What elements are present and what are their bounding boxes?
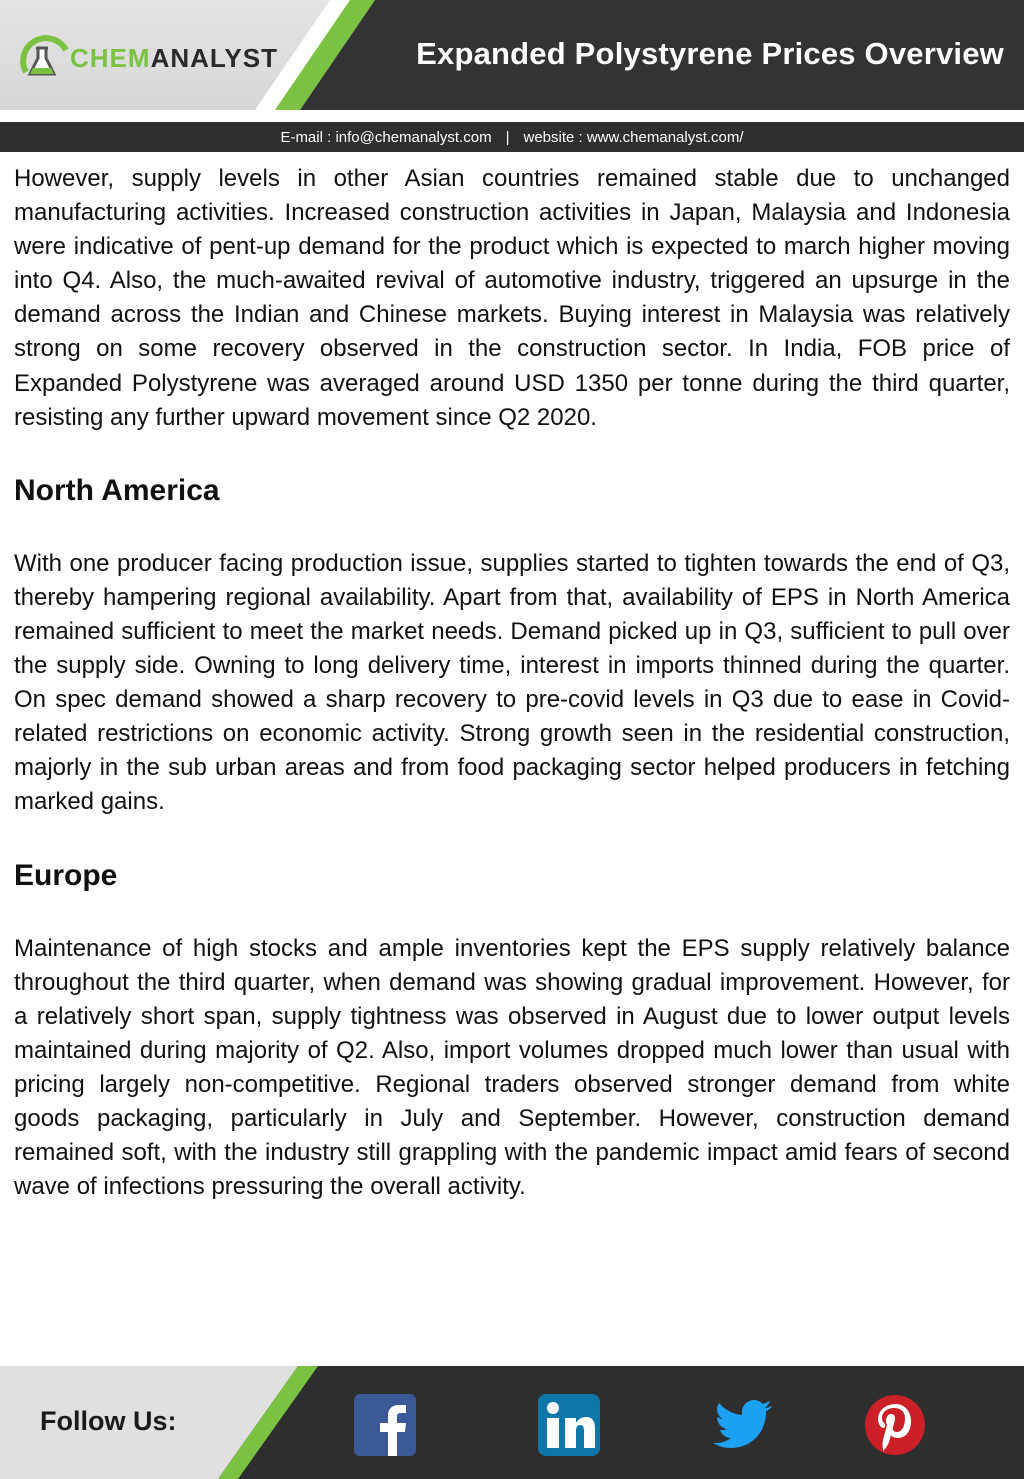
article-content bbox=[14, 162, 1010, 1204]
intro-paragraph: However, supply levels in other Asian countries remained stable due to unchanged manufacturing activities. Increased construction activities in Japan, Malaysia and Indonesia were indicative of pent-up demand for the product which is expected to march higher moving into Q4. Also, the much-awaited revival of automotive industry, triggered an upsurge in the demand across the Indian and Chinese markets. Buying interest in Malaysia was relatively strong on some recovery observed in the construction sector. In India, FOB price of Expanded Polystyrene was averaged around USD 1350 per tonne during the third quarter, resisting any further upward movement since Q2 2020. bbox=[14, 165, 1010, 431]
logo-text-analyst: ANALYST bbox=[150, 42, 278, 73]
linkedin-icon[interactable] bbox=[538, 1394, 600, 1456]
pinterest-icon[interactable] bbox=[864, 1394, 926, 1456]
flask-logo-icon bbox=[14, 28, 74, 88]
contact-bar bbox=[0, 122, 1024, 152]
contact-separator: | bbox=[505, 128, 510, 146]
page-header bbox=[0, 0, 1024, 110]
section-heading-north-america: North America bbox=[14, 473, 220, 507]
follow-us-label: Follow Us: bbox=[40, 1406, 177, 1436]
facebook-icon[interactable] bbox=[354, 1394, 416, 1456]
website-link[interactable]: website : www.chemanalyst.com/ bbox=[523, 128, 744, 146]
page-title: Expanded Polystyrene Prices Overview bbox=[416, 36, 1004, 71]
twitter-icon[interactable] bbox=[712, 1394, 774, 1456]
page-footer bbox=[0, 1366, 1024, 1479]
chemanalyst-logo[interactable] bbox=[14, 28, 294, 88]
email-link[interactable]: E-mail : info@chemanalyst.com bbox=[280, 128, 492, 146]
section-body-europe: Maintenance of high stocks and ample inventories kept the EPS supply relatively balance throughout the third quarter, when demand was showing gradual improvement. However, for a relatively short span, supply tightness was observed in August due to lower output levels maintained during majority of Q2. Also, import volumes dropped much lower than usual with pricing largely non-competitive. Regional traders observed stronger demand from white goods packaging, particularly in July and September. However, construction demand remained soft, with the industry still grappling with the pandemic impact amid fears of second wave of infections pressuring the overall activity. bbox=[14, 934, 1010, 1201]
section-heading-europe: Europe bbox=[14, 858, 118, 892]
section-body-north-america: With one producer facing production issue, supplies started to tighten towards the end of Q3, thereby hampering regional availability. Apart from that, availability of EPS in North America remained sufficient to meet the market needs. Demand picked up in Q3, sufficient to pull over the supply side. Owning to long delivery time, interest in imports thinned during the quarter. On spec demand showed a sharp recovery to pre-covid levels in Q3 due to ease in Covid-related restrictions on economic activity. Strong growth seen in the residential construction, majorly in the sub urban areas and from food packaging sector helped producers in fetching marked gains. bbox=[14, 549, 1010, 816]
logo-text-chem: CHEM bbox=[70, 42, 151, 73]
